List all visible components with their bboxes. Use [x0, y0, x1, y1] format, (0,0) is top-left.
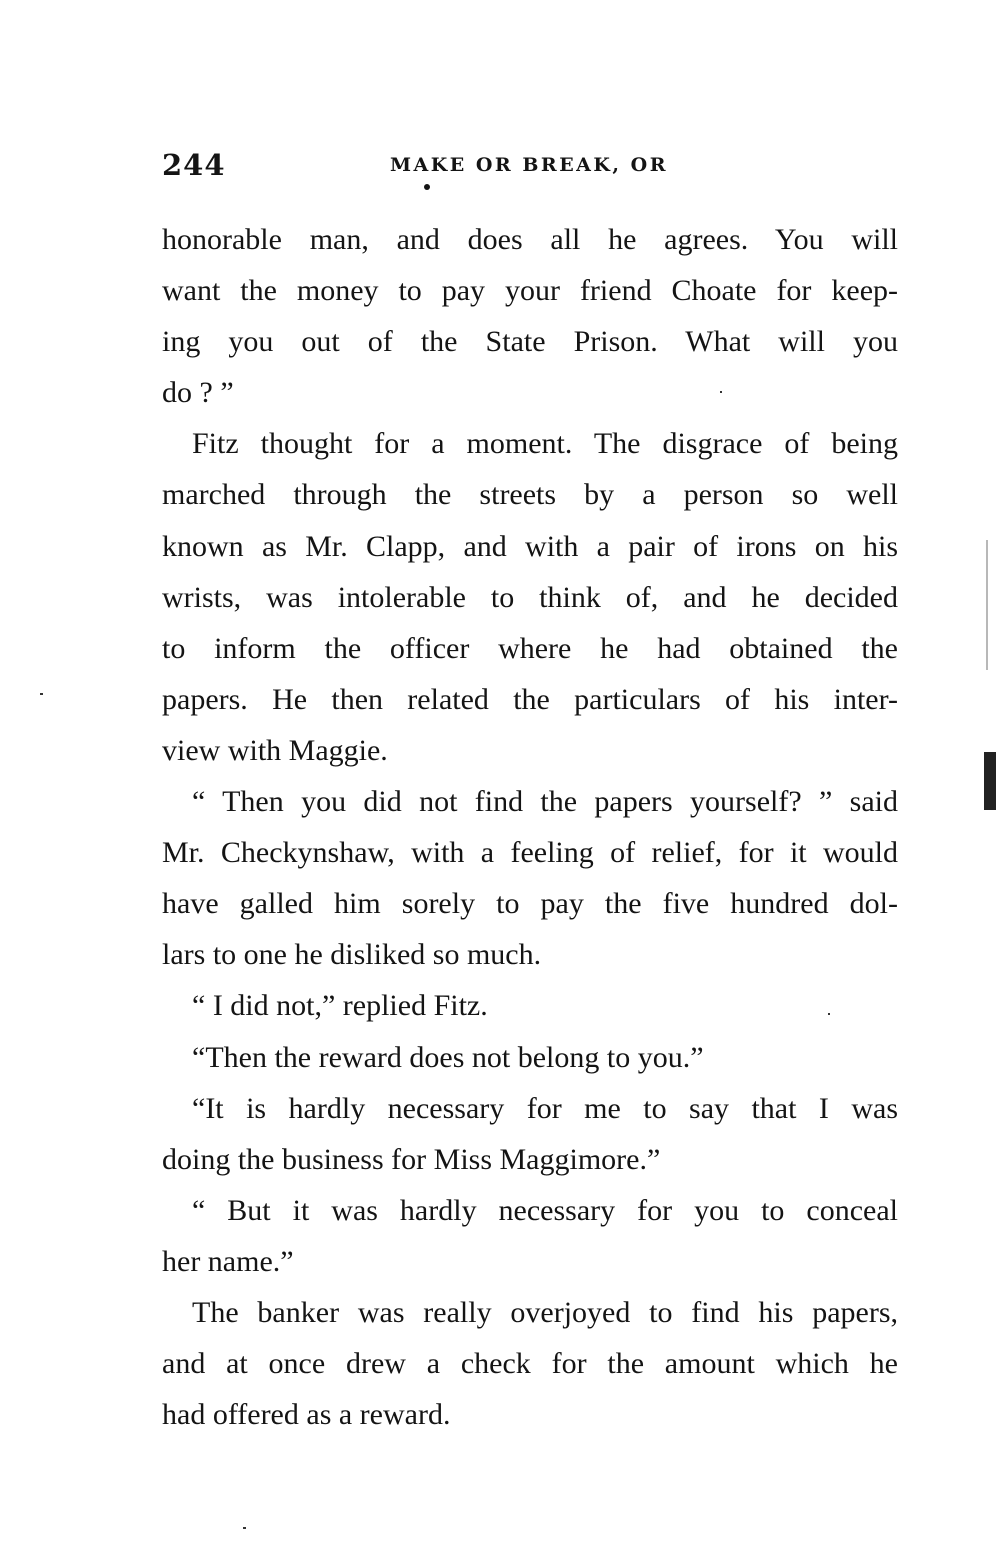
text-line: “ Then you did not find the papers yourself? ” said — [192, 785, 898, 819]
text-line: to inform the officer where he had obtained the — [162, 631, 898, 665]
text-line: have galled him sorely to pay the five hundred dol- — [162, 887, 898, 921]
text-line: Mr. Checkynshaw, with a feeling of relief, for it would — [162, 836, 898, 870]
text-line: doing the business for Miss Maggimore.” — [162, 1142, 661, 1176]
text-line: her name.” — [162, 1244, 294, 1278]
text-line: The banker was really overjoyed to find his papers, — [192, 1295, 898, 1329]
running-head: MAKE OR BREAK, OR — [390, 154, 668, 176]
text-line: want the money to pay your friend Choate for keep- — [162, 274, 898, 308]
ink-speck — [243, 1527, 246, 1529]
text-line: and at once drew a check for the amount which he — [162, 1347, 898, 1381]
text-line: known as Mr. Clapp, and with a pair of irons on his — [162, 529, 898, 563]
body-text — [162, 214, 898, 1440]
text-line: lars to one he disliked so much. — [162, 938, 542, 972]
text-line: do ? ” — [162, 376, 234, 410]
text-line: “ But it was hardly necessary for you to conceal — [192, 1193, 898, 1227]
ink-dot — [424, 184, 430, 190]
text-line: “ I did not,” replied Fitz. — [192, 989, 488, 1023]
ink-speck — [986, 540, 988, 670]
text-line: Fitz thought for a moment. The disgrace of being — [192, 427, 898, 461]
ink-speck — [828, 1013, 830, 1015]
page-number: 244 — [162, 148, 226, 182]
binding-shadow — [984, 752, 996, 810]
text-line: papers. He then related the particulars of his inter- — [162, 682, 898, 716]
ink-speck — [40, 693, 43, 695]
text-line: ing you out of the State Prison. What will you — [162, 325, 898, 359]
ink-speck — [720, 391, 722, 393]
text-line: “It is hardly necessary for me to say that I was — [192, 1091, 898, 1125]
page-header — [162, 148, 898, 188]
text-line: honorable man, and does all he agrees. You will — [162, 223, 898, 256]
text-line: view with Maggie. — [162, 733, 388, 767]
text-line: marched through the streets by a person so well — [162, 478, 898, 512]
text-line: had offered as a reward. — [162, 1398, 451, 1432]
text-line: “Then the reward does not belong to you.” — [192, 1040, 704, 1074]
text-line: wrists, was intolerable to think of, and he decided — [162, 580, 898, 614]
